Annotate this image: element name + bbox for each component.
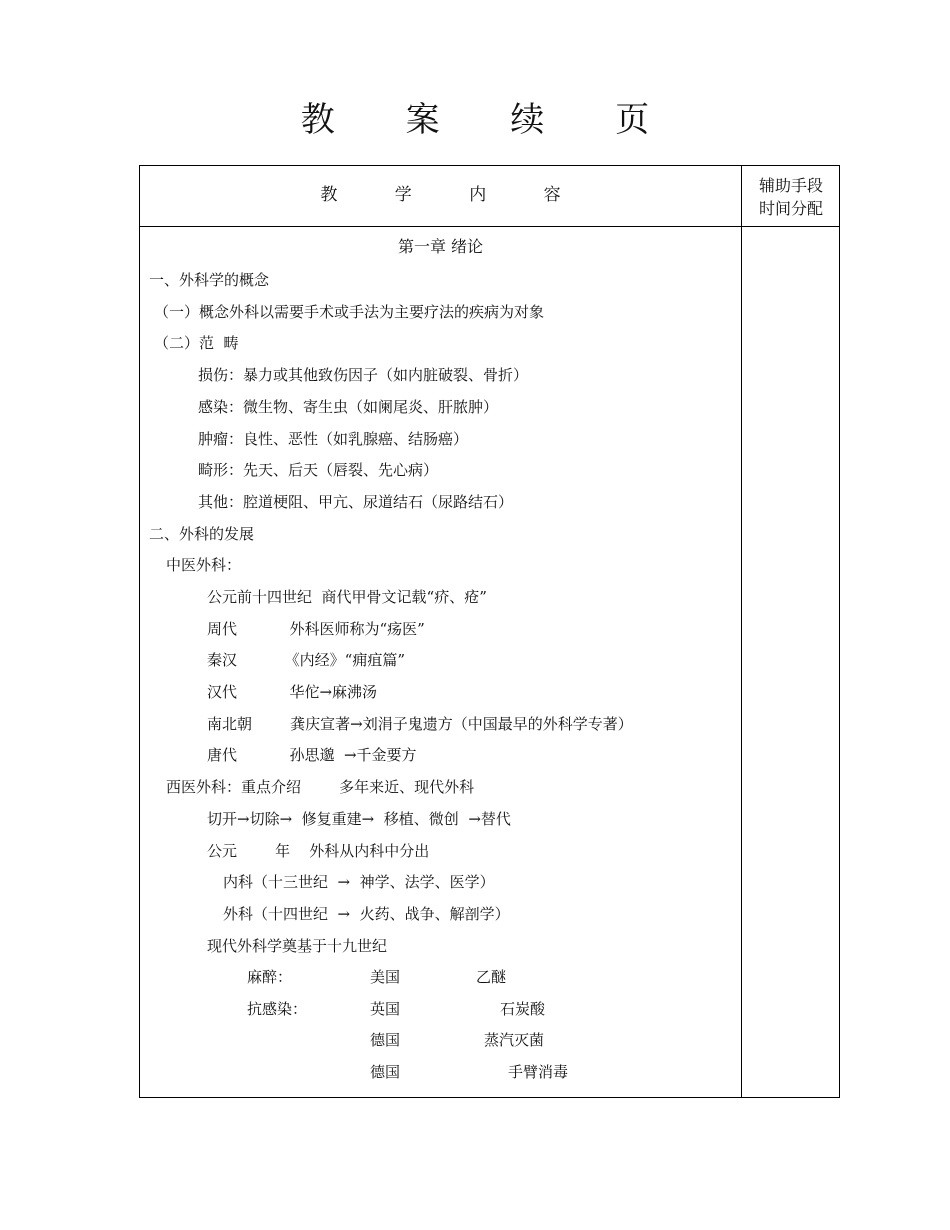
scope-item: 损伤：暴力或其他致伤因子（如内脏破裂、骨折） [198,366,529,384]
history-line: 现代外科学奠基于十九世纪 [207,937,388,955]
subsection-heading: 西医外科：重点介绍 多年来近、现代外科 [166,778,475,796]
history-line: 汉代 华佗→麻沸汤 [207,683,378,701]
discovery-country: 德国 [370,1063,401,1081]
header-teaching-content: 教 学 内 容 [320,185,587,205]
history-line: 唐代 孙思邈 →千金要方 [207,746,417,764]
header-divider [140,226,839,227]
page-title: 教 案 续 页 [300,100,680,140]
history-line: 公元前十四世纪 商代甲骨文记载“疥、疮” [207,588,487,606]
discovery-label: 抗感染： [247,1000,308,1018]
header-aux-time [742,174,840,220]
section-heading: 一、外科学的概念 [149,271,270,289]
discovery-item: 石炭酸 [500,1000,546,1018]
section-heading: 二、外科的发展 [149,525,255,543]
lesson-table [139,165,840,1098]
concept-line: （一）概念外科以需要手术或手法为主要疗法的疾病为对象 [154,303,545,321]
discovery-item: 蒸汽灭菌 [484,1031,545,1049]
discovery-label: 麻醉： [247,968,293,986]
scope-item: 畸形：先天、后天（唇裂、先心病） [198,461,439,479]
chapter-heading: 第一章 绪论 [397,237,484,256]
discovery-country: 德国 [370,1031,401,1049]
history-line: 内科（十三世纪 → 神学、法学、医学） [223,873,495,891]
scope-item: 其他：腔道梗阻、甲亢、尿道结石（尿路结石） [198,493,514,511]
history-line: 秦汉 《内经》“痈疽篇” [207,651,406,669]
subsection-heading: 中医外科： [166,556,242,574]
discovery-item: 乙醚 [476,968,507,986]
header-aux-label: 辅助手段 [758,176,823,195]
scope-heading: （二）范 畴 [154,334,239,352]
history-line: 公元 年 外科从内科中分出 [207,842,430,860]
discovery-item: 手臂消毒 [508,1063,569,1081]
discovery-country: 英国 [370,1000,401,1018]
history-line: 南北朝 龚庆宣著→刘涓子鬼遗方（中国最早的外科学专著） [207,715,633,733]
discovery-country: 美国 [370,968,401,986]
history-line: 切开→切除→ 修复重建→ 移植、微创 →替代 [207,810,511,828]
history-line: 周代 外科医师称为“疡医” [207,620,425,638]
scope-item: 肿瘤：良性、恶性（如乳腺癌、结肠癌） [198,430,469,448]
history-line: 外科（十四世纪 → 火药、战争、解剖学） [223,905,510,923]
header-time-label: 时间分配 [758,199,823,218]
column-divider [741,166,742,1097]
scope-item: 感染：微生物、寄生虫（如阑尾炎、肝脓肿） [198,398,499,416]
